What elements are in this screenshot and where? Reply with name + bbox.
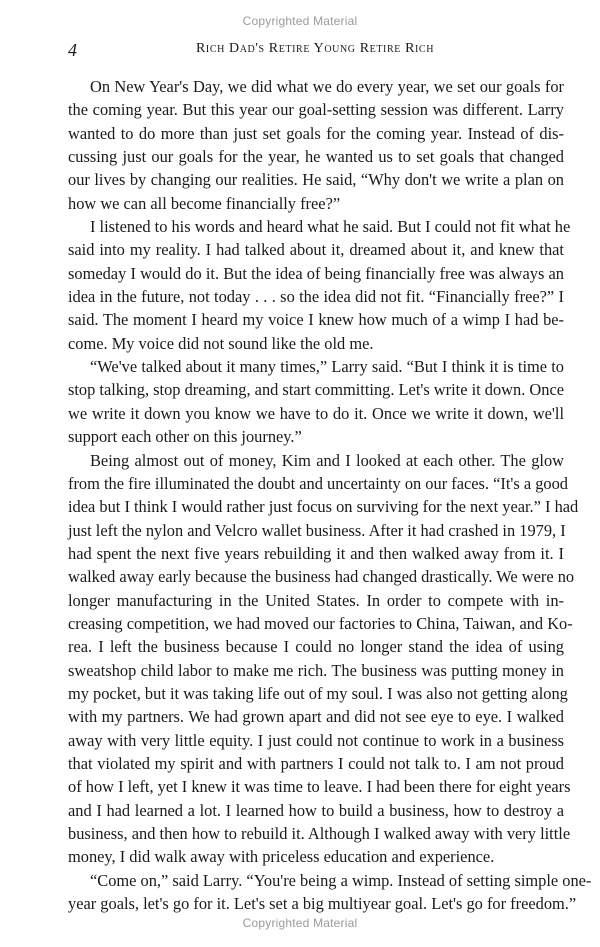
paragraph: [68, 869, 592, 916]
text-line: of how I left, yet I knew it was time to leave. I had been there for eight years: [68, 777, 571, 797]
text-line: “We've talked about it many times,” Larry said. “But I think it is time to: [90, 357, 564, 377]
text-line: support each other on this journey.”: [68, 427, 302, 447]
text-line: had spent the next five years rebuilding it and then walked away from it. I: [68, 543, 564, 563]
text-line: Being almost out of money, Kim and I looked at each other. The glow: [90, 450, 564, 470]
text-line: come. My voice did not sound like the old me.: [68, 333, 374, 353]
text-line: said. The moment I heard my voice I knew how much of a wimp I had be-: [68, 310, 564, 330]
text-line: I listened to his words and heard what he said. But I could not fit what he: [90, 217, 571, 237]
text-line: creasing competition, we had moved our factories to China, Taiwan, and Ko-: [68, 613, 573, 633]
text-line: someday I would do it. But the idea of being financially free was always an: [68, 263, 564, 283]
text-line: stop talking, stop dreaming, and start committing. Let's write it down. Once: [68, 380, 564, 400]
copyright-watermark-top: Copyrighted Material: [242, 14, 358, 28]
text-line: sweatshop child labor to make me rich. The business was putting money in: [68, 660, 564, 680]
text-line: longer manufacturing in the United States. In order to compete with in-: [68, 590, 564, 610]
text-line: my pocket, but it was taking life out of my soul. I was also not getting along: [68, 683, 568, 703]
text-line: said into my reality. I had talked about it, dreamed about it, and knew that: [68, 240, 564, 260]
text-line: business, and then how to rebuild it. Although I walked away with very little: [68, 824, 571, 843]
text-line: On New Year's Day, we did what we do every year, we set our goals for: [90, 77, 564, 96]
running-head: Rich Dad's Retire Young Retire Rich: [195, 41, 435, 56]
text-line: rea. I left the business because I could no longer stand the idea of using: [68, 637, 564, 657]
text-line: with my partners. We had grown apart and did not see eye to eye. I walked: [68, 707, 564, 727]
text-line: idea but I think I would rather just focus on surviving for the next year.” I had: [68, 497, 579, 517]
text-line: the coming year. But this year our goal-setting session was different. Larry: [68, 100, 564, 120]
text-line: “Come on,” said Larry. “You're being a wimp. Instead of setting simple one-: [90, 870, 592, 890]
text-line: our lives by changing our realities. He said, “Why don't we write a plan on: [68, 170, 564, 190]
text-line: and I had learned a lot. I learned how to build a business, how to destroy a: [68, 800, 564, 820]
paragraph: [68, 75, 564, 215]
text-line: wanted to do more than just set goals for the coming year. Instead of dis-: [68, 123, 564, 143]
body-text: [68, 75, 592, 915]
text-line: from the fire illuminated the doubt and uncertainty on our faces. “It's a good: [68, 473, 568, 493]
text-line: year goals, let's go for it. Let's set a big multiyear goal. Let's go for freedom.”: [68, 894, 577, 914]
text-line: walked away early because the business had changed drastically. We were no: [68, 567, 575, 587]
paragraph: [68, 355, 564, 448]
paragraph: [68, 449, 579, 869]
text-line: money, I did walk away with priceless education and experience.: [68, 847, 495, 867]
text-line: that violated my spirit and with partners I could not talk to. I am not proud: [68, 753, 564, 773]
text-line: we write it down you know we have to do it. Once we write it down, we'll: [68, 403, 564, 423]
text-line: cussing just our goals for the year, he wanted us to set goals that changed: [68, 147, 564, 167]
text-line: how we can all become financially free?”: [68, 193, 341, 213]
paragraph: [68, 215, 571, 355]
text-line: idea in the future, not today . . . so the idea did not fit. “Financially free?” I: [68, 287, 564, 307]
text-line: away with very little equity. I just could not continue to work in a business: [68, 730, 564, 750]
text-line: just left the nylon and Velcro wallet business. After it had crashed in 1979, I: [68, 520, 566, 540]
page-number: 4: [68, 40, 77, 60]
copyright-watermark-bottom: Copyrighted Material: [242, 916, 358, 930]
